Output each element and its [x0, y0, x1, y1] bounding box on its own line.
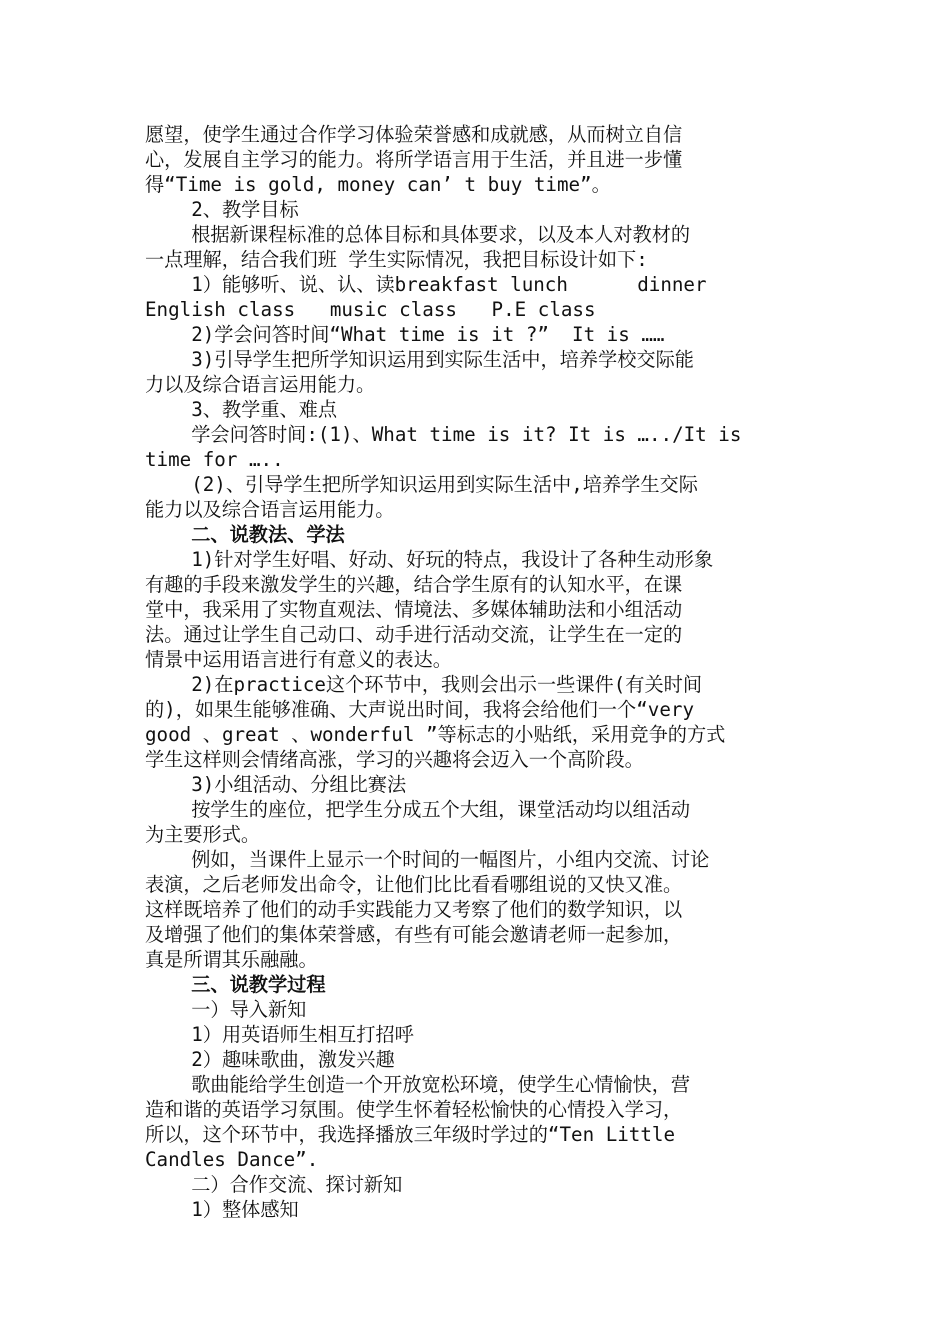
text-line: 及增强了他们的集体荣誉感，有些有可能会邀请老师一起参加， [145, 923, 683, 946]
text-line: 2、教学目标 [145, 198, 299, 221]
text-line: 一点理解，结合我们班 学生实际情况，我把目标设计如下: [145, 248, 648, 271]
section-heading: 二、说教法、学法 [145, 523, 345, 546]
text-line: 2）趣味歌曲，激发兴趣 [145, 1048, 395, 1071]
text-line: 情景中运用语言进行有意义的表达。 [145, 648, 452, 671]
text-line: time for ….. [145, 448, 284, 471]
text-line: 1）用英语师生相互打招呼 [145, 1023, 414, 1046]
text-line: 力以及综合语言运用能力。 [145, 373, 376, 396]
text-line: good 、great 、wonderful ”等标志的小贴纸，采用竞争的方式 [145, 723, 726, 746]
text-line: 歌曲能给学生创造一个开放宽松环境，使学生心情愉快，营 [145, 1073, 691, 1096]
text-line: 2)在practice这个环节中，我则会出示一些课件(有关时间 [145, 673, 703, 696]
text-line: 为主要形式。 [145, 823, 261, 846]
text-line: 表演，之后老师发出命令，让他们比比看看哪组说的又快又准。 [145, 873, 683, 896]
text-line: 1)针对学生好唱、好动、好玩的特点，我设计了各种生动形象 [145, 548, 714, 571]
text-line: 造和谐的英语学习氛围。使学生怀着轻松愉快的心情投入学习， [145, 1098, 683, 1121]
text-line: 这样既培养了他们的动手实践能力又考察了他们的数学知识，以 [145, 898, 683, 921]
text-line: 心，发展自主学习的能力。将所学语言用于生活，并且进一步懂 [145, 148, 683, 171]
text-line: 按学生的座位，把学生分成五个大组，课堂活动均以组活动 [145, 798, 691, 821]
text-line: 真是所谓其乐融融。 [145, 948, 318, 971]
text-line: (2)、引导学生把所学知识运用到实际生活中,培养学生交际 [145, 473, 698, 496]
text-line: 能力以及综合语言运用能力。 [145, 498, 395, 521]
text-line: 3)小组活动、分组比赛法 [145, 773, 407, 796]
text-line: 有趣的手段来激发学生的兴趣，结合学生原有的认知水平，在课 [145, 573, 683, 596]
text-line: 学生这样则会情绪高涨，学习的兴趣将会迈入一个高阶段。 [145, 748, 644, 771]
text-line: 愿望，使学生通过合作学习体验荣誉感和成就感，从而树立自信 [145, 123, 683, 146]
text-line: 1）整体感知 [145, 1198, 299, 1221]
text-line: 2)学会问答时间“What time is it ?” It is …… [145, 323, 665, 346]
text-line: 二）合作交流、探讨新知 [145, 1173, 403, 1196]
text-line: Candles Dance”. [145, 1148, 319, 1171]
text-line: 得“Time is gold, money can’ t buy time”。 [145, 173, 611, 196]
document-body [145, 122, 810, 1222]
text-line: 的)，如果生能够准确、大声说出时间，我将会给他们一个“very [145, 698, 694, 721]
text-line: 学会问答时间:(1)、What time is it? It is …../It is [145, 423, 742, 446]
text-line: 堂中，我采用了实物直观法、情境法、多媒体辅助法和小组活动 [145, 598, 683, 621]
text-line: 3、教学重、难点 [145, 398, 338, 421]
section-heading: 三、说教学过程 [145, 973, 326, 996]
text-line: 一）导入新知 [145, 998, 307, 1021]
text-line: 3)引导学生把所学知识运用到实际生活中，培养学校交际能 [145, 348, 694, 371]
text-line: 例如，当课件上显示一个时间的一幅图片，小组内交流、讨论 [145, 848, 710, 871]
text-line: English class music class P.E class [145, 298, 596, 321]
text-line: 法。通过让学生自己动口、动手进行活动交流，让学生在一定的 [145, 623, 683, 646]
text-line: 根据新课程标准的总体目标和具体要求，以及本人对教材的 [145, 223, 691, 246]
text-line: 1）能够听、说、认、读breakfast lunch dinner [145, 273, 707, 296]
text-line: 所以，这个环节中，我选择播放三年级时学过的“Ten Little [145, 1123, 676, 1146]
